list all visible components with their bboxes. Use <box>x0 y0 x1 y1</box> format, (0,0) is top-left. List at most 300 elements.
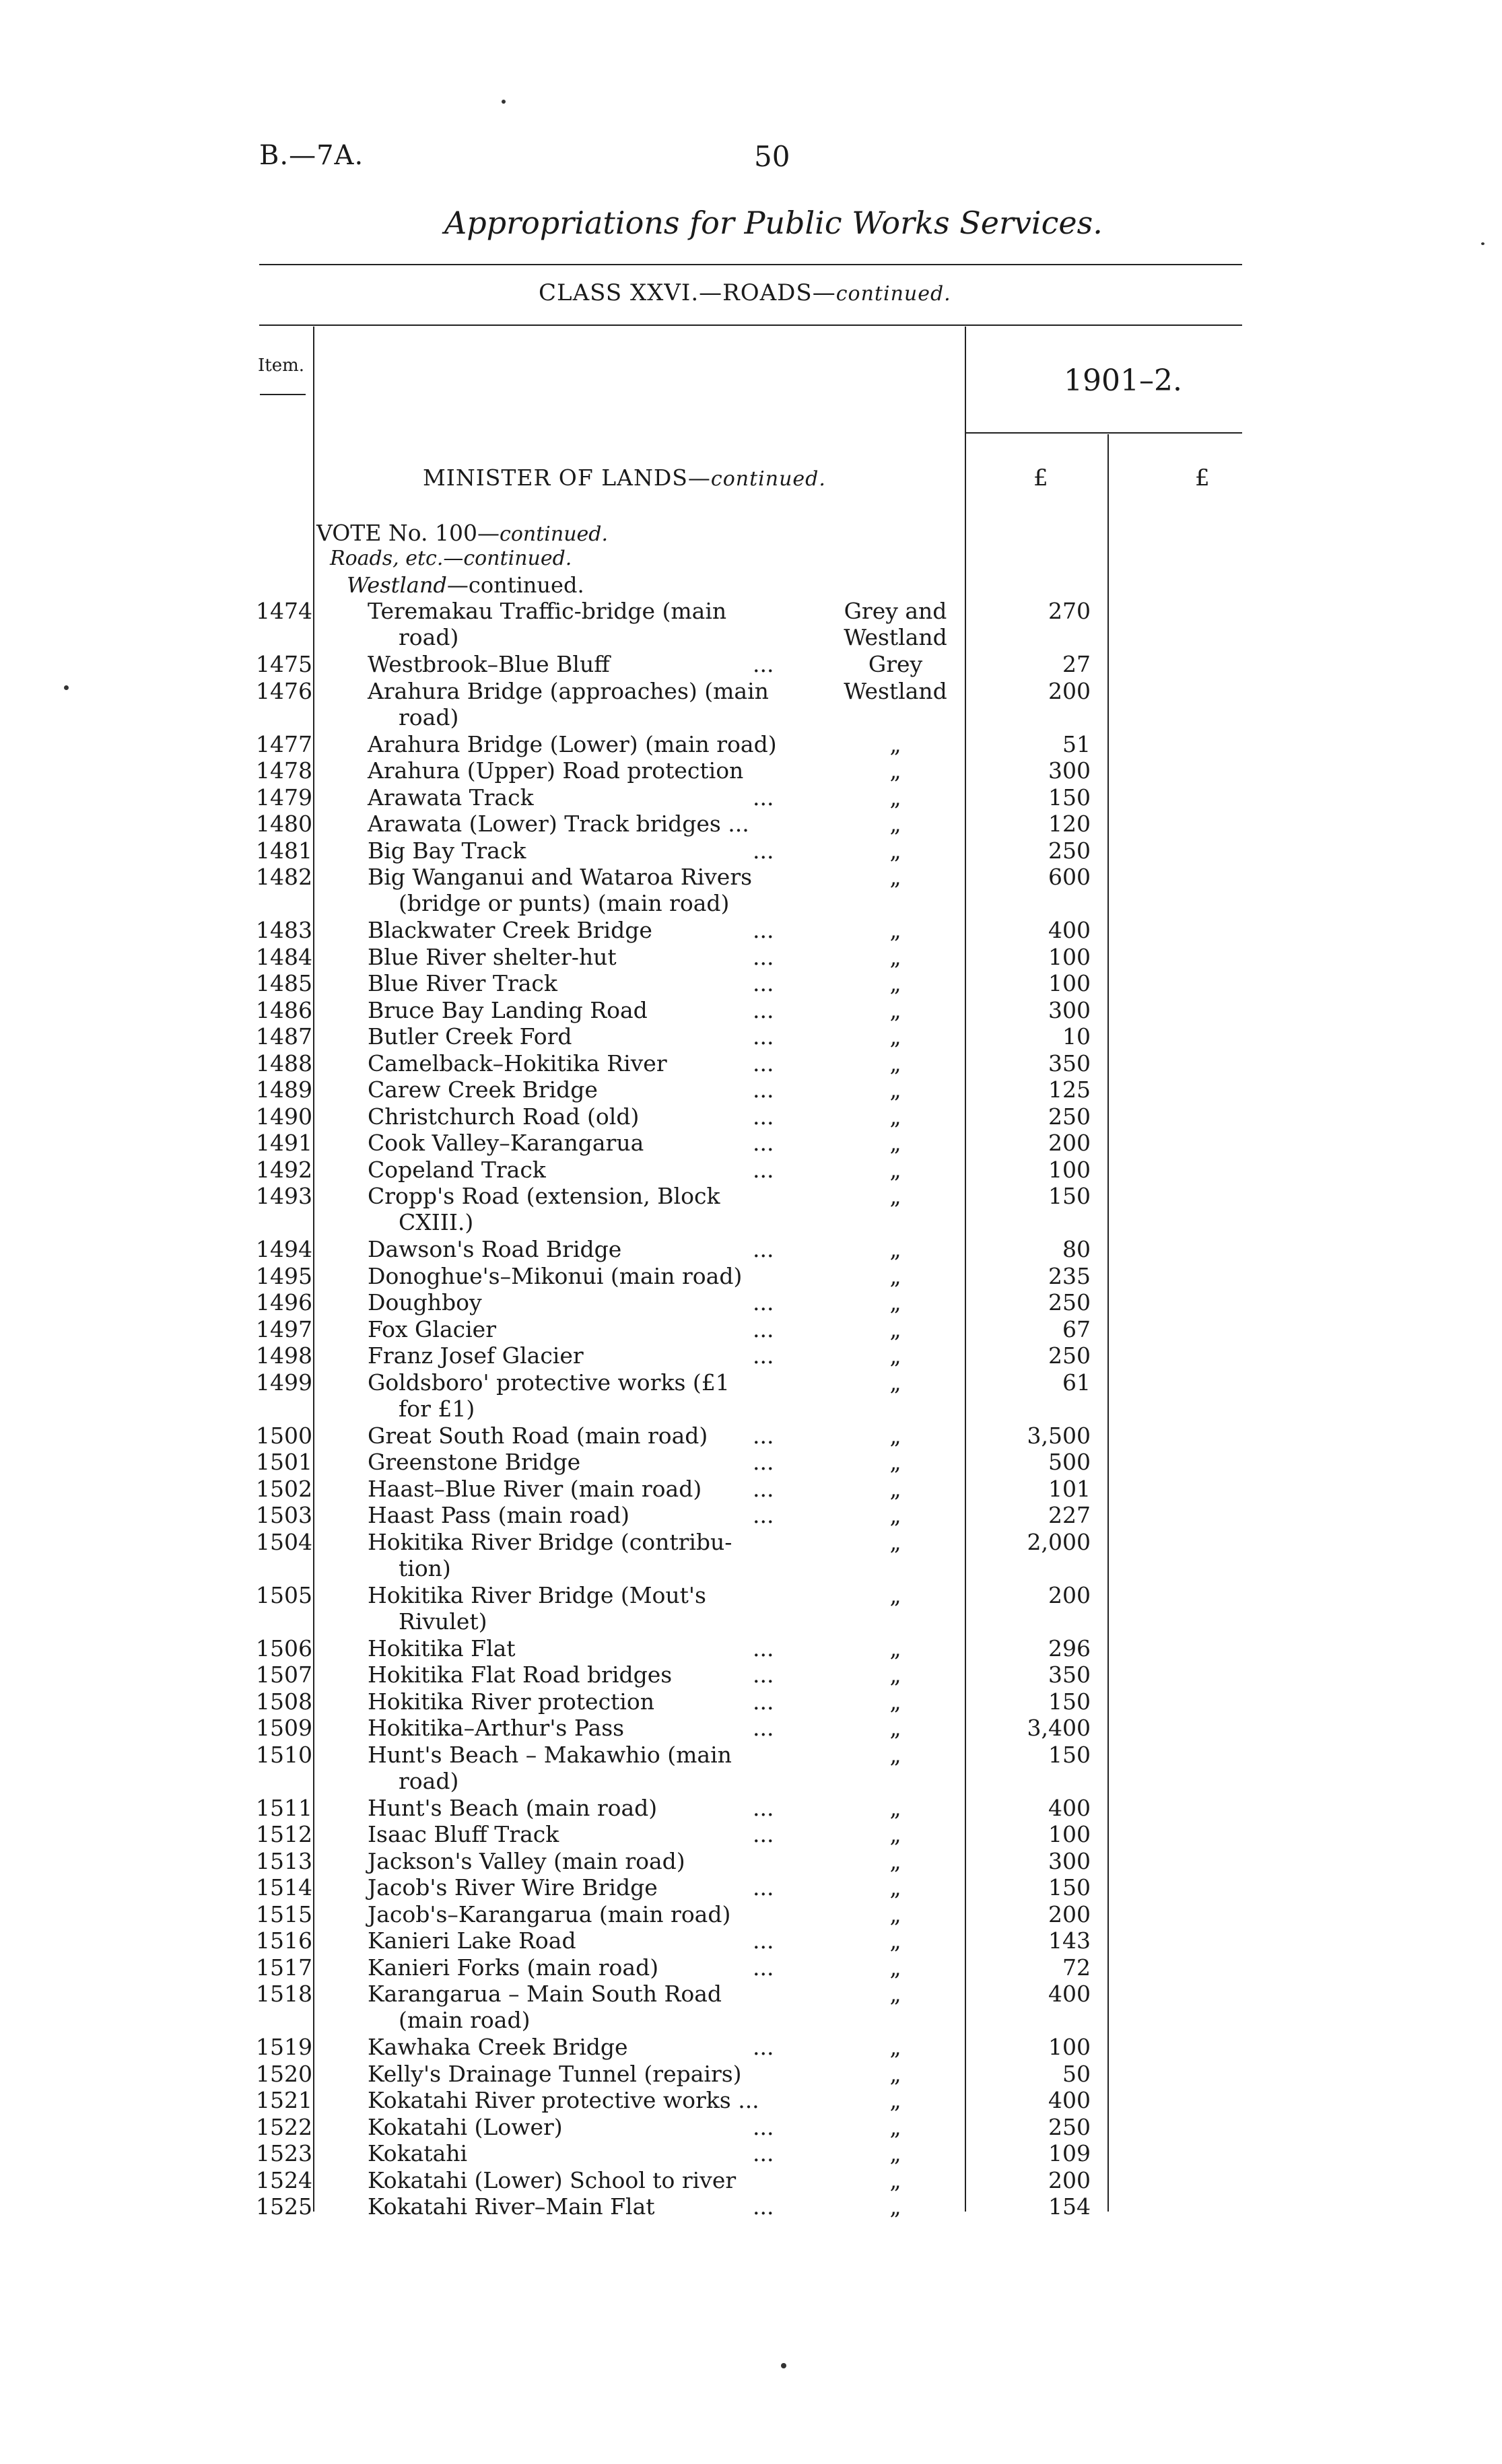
amount-value: 10 <box>1062 1023 1091 1050</box>
district-line: „ <box>889 2087 901 2113</box>
work-description <box>368 1529 780 1581</box>
district-line: „ <box>889 1023 901 1050</box>
amount-value: 3,400 <box>1027 1715 1091 1741</box>
item-number: 1502 <box>256 1475 312 1502</box>
item-number: 1488 <box>256 1050 312 1076</box>
item-number: 1496 <box>256 1289 312 1315</box>
pound-symbol-col1: £ <box>1033 465 1048 491</box>
work-description <box>368 784 780 811</box>
item-column-header: Item. <box>258 355 305 376</box>
district-line: „ <box>889 1103 901 1130</box>
district-line: „ <box>889 1262 901 1289</box>
electoral-district <box>835 1449 956 1475</box>
description-line: Cook Valley–Karangarua <box>368 1130 644 1156</box>
description-line: Hokitika Flat Road bridges <box>368 1662 673 1688</box>
item-number: 1493 <box>256 1183 312 1209</box>
electoral-district <box>835 2167 956 2193</box>
work-description <box>368 731 780 757</box>
district-line: „ <box>889 1342 901 1369</box>
amount-value: 67 <box>1062 1315 1091 1342</box>
district-line: „ <box>889 1927 901 1954</box>
item-number: 1519 <box>256 2034 312 2060</box>
amount-value: 400 <box>1048 1981 1091 2007</box>
description-line: Arawata (Lower) Track bridges ... <box>368 811 749 837</box>
description-line: Jackson's Valley (main road) <box>368 1847 685 1874</box>
amount-value: 27 <box>1062 651 1091 677</box>
amount-value: 150 <box>1048 1874 1091 1901</box>
work-description <box>368 1742 780 1794</box>
work-description <box>368 1821 780 1847</box>
district-line: „ <box>889 1821 901 1847</box>
electoral-district <box>835 651 956 677</box>
leader-dots: ... <box>753 784 774 811</box>
district-subheading: Westland—continued. <box>347 572 584 598</box>
leader-dots: ... <box>753 1794 774 1821</box>
item-number: 1499 <box>256 1369 312 1396</box>
amount-value: 250 <box>1048 1342 1091 1369</box>
amount-value: 50 <box>1062 2060 1091 2087</box>
amount-value: 100 <box>1048 2034 1091 2060</box>
work-description <box>368 1954 780 1981</box>
leader-dots: ... <box>753 1688 774 1715</box>
amount-value: 200 <box>1048 677 1091 704</box>
item-number: 1517 <box>256 1954 312 1981</box>
work-description <box>368 811 780 837</box>
work-description <box>368 1236 780 1262</box>
page-title: Appropriations for Public Works Services. <box>444 205 1103 241</box>
amount-value: 250 <box>1048 1103 1091 1130</box>
work-description <box>368 1688 780 1715</box>
amount-value: 2,000 <box>1027 1528 1091 1555</box>
work-description <box>368 1927 780 1954</box>
district-line: „ <box>889 837 901 864</box>
leader-dots: ... <box>753 996 774 1023</box>
work-description <box>368 1076 780 1103</box>
work-description <box>368 678 780 730</box>
page-number: 50 <box>754 140 790 173</box>
electoral-district <box>835 917 956 943</box>
district-line: „ <box>889 1050 901 1076</box>
item-number: 1504 <box>256 1528 312 1555</box>
item-number: 1479 <box>256 784 312 811</box>
description-line: Copeland Track <box>368 1156 546 1183</box>
district-line: „ <box>889 2060 901 2087</box>
scan-speck <box>502 100 506 104</box>
description-line: Camelback–Hokitika River <box>368 1050 667 1076</box>
electoral-district <box>835 1742 956 1768</box>
district-line: „ <box>889 2166 901 2193</box>
amount-value: 227 <box>1048 1502 1091 1528</box>
amount-value: 100 <box>1048 1821 1091 1847</box>
description-line: Dawson's Road Bridge <box>368 1236 622 1262</box>
amount-value: 150 <box>1048 1741 1091 1768</box>
description-line: Christchurch Road (old) <box>368 1103 640 1130</box>
district-line: „ <box>889 1156 901 1183</box>
amount-value: 250 <box>1048 837 1091 864</box>
description-continuation: CXIII.) <box>399 1209 474 1235</box>
work-description <box>368 1423 780 1449</box>
description-continuation: (bridge or punts) (main road) <box>399 890 730 916</box>
item-number: 1501 <box>256 1449 312 1475</box>
item-number: 1480 <box>256 811 312 837</box>
amount-value: 600 <box>1048 864 1091 890</box>
district-line: „ <box>889 1741 901 1768</box>
work-description <box>368 598 780 650</box>
electoral-district <box>835 970 956 996</box>
electoral-district <box>835 1289 956 1315</box>
work-description <box>368 1050 780 1076</box>
electoral-district <box>835 1635 956 1662</box>
item-number: 1483 <box>256 917 312 943</box>
description-line: Hunt's Beach (main road) <box>368 1794 658 1821</box>
work-description <box>368 1502 780 1528</box>
amount-value: 150 <box>1048 1688 1091 1715</box>
amount-value: 154 <box>1048 2193 1091 2220</box>
electoral-district <box>835 1103 956 1130</box>
amount-value: 100 <box>1048 943 1091 970</box>
amount-value: 143 <box>1048 1927 1091 1954</box>
district-line: „ <box>889 811 901 837</box>
district-line: „ <box>889 1901 901 1927</box>
work-description <box>368 1103 780 1130</box>
description-continuation: Rivulet) <box>399 1608 487 1635</box>
electoral-district <box>835 1821 956 1847</box>
item-number: 1518 <box>256 1981 312 2007</box>
description-line: Great South Road (main road) <box>368 1422 708 1449</box>
amount-value: 80 <box>1062 1236 1091 1262</box>
work-description <box>368 1023 780 1050</box>
item-number: 1476 <box>256 677 312 704</box>
leader-dots: ... <box>753 1023 774 1050</box>
leader-dots: ... <box>753 651 774 677</box>
work-description <box>368 2140 780 2166</box>
amount-value: 350 <box>1048 1662 1091 1688</box>
amount-value: 200 <box>1048 1901 1091 1927</box>
work-description <box>368 997 780 1023</box>
item-number: 1511 <box>256 1794 312 1821</box>
item-number: 1507 <box>256 1662 312 1688</box>
work-description <box>368 1662 780 1688</box>
district-line: „ <box>889 1688 901 1715</box>
electoral-district <box>835 1927 956 1954</box>
amount-value: 270 <box>1048 598 1091 624</box>
district-line: „ <box>889 943 901 970</box>
work-description <box>368 2034 780 2060</box>
item-number: 1498 <box>256 1342 312 1369</box>
description-line: Big Wanganui and Wataroa Rivers <box>368 864 753 890</box>
scan-speck <box>64 685 69 690</box>
amount-value: 150 <box>1048 784 1091 811</box>
amount-value: 400 <box>1048 917 1091 943</box>
electoral-district <box>835 1423 956 1449</box>
electoral-district <box>835 1476 956 1502</box>
work-description <box>368 1342 780 1369</box>
amount-value: 250 <box>1048 1289 1091 1315</box>
electoral-district <box>835 997 956 1023</box>
scan-speck <box>1481 242 1484 245</box>
item-number: 1487 <box>256 1023 312 1050</box>
description-line: Goldsboro' protective works (£1 <box>368 1369 730 1396</box>
leader-dots: ... <box>753 1289 774 1315</box>
description-line: Hokitika–Arthur's Pass <box>368 1715 625 1741</box>
district-line: „ <box>889 1422 901 1449</box>
item-number: 1474 <box>256 598 312 624</box>
item-number: 1500 <box>256 1422 312 1449</box>
work-description <box>368 1901 780 1927</box>
district-line: Grey <box>868 651 923 677</box>
description-line: Hokitika River Bridge (contribu- <box>368 1528 732 1555</box>
amount-value: 100 <box>1048 970 1091 996</box>
district-line: „ <box>889 1662 901 1688</box>
description-line: Kelly's Drainage Tunnel (repairs) <box>368 2060 742 2087</box>
district-line: „ <box>889 1981 901 2007</box>
electoral-district <box>835 2034 956 2060</box>
district-line: Grey and <box>844 598 947 624</box>
amount-value: 200 <box>1048 2166 1091 2193</box>
amount-value: 101 <box>1048 1475 1091 1502</box>
item-number: 1489 <box>256 1076 312 1103</box>
electoral-district <box>835 1715 956 1741</box>
leader-dots: ... <box>753 1715 774 1741</box>
item-number: 1505 <box>256 1581 312 1608</box>
district-line: „ <box>889 730 901 757</box>
item-number: 1525 <box>256 2193 312 2220</box>
work-description <box>368 864 780 916</box>
electoral-district <box>835 1848 956 1874</box>
item-number: 1510 <box>256 1741 312 1768</box>
amount-value: 235 <box>1048 1262 1091 1289</box>
electoral-district <box>835 1369 956 1396</box>
description-line: Haast Pass (main road) <box>368 1502 630 1528</box>
roads-subheading: Roads, etc.—continued. <box>330 547 572 570</box>
district-line: „ <box>889 2034 901 2060</box>
electoral-district <box>835 731 956 757</box>
amount-value: 51 <box>1062 730 1091 757</box>
description-line: Kokatahi (Lower) <box>368 2113 563 2140</box>
description-line: Kawhaka Creek Bridge <box>368 2034 628 2060</box>
district-line: „ <box>889 1954 901 1981</box>
leader-dots: ... <box>753 1103 774 1130</box>
year-subheader-rule <box>965 432 1242 434</box>
description-line: Greenstone Bridge <box>368 1449 581 1475</box>
amount-value: 72 <box>1062 1954 1091 1981</box>
work-description <box>368 1874 780 1901</box>
leader-dots: ... <box>753 1315 774 1342</box>
work-description <box>368 1157 780 1183</box>
item-number: 1513 <box>256 1847 312 1874</box>
electoral-district <box>835 864 956 890</box>
leader-dots: ... <box>753 917 774 943</box>
description-line: Kokatahi River protective works ... <box>368 2087 759 2113</box>
item-number: 1520 <box>256 2060 312 2087</box>
ministry-heading: MINISTER OF LANDS—continued. <box>423 465 826 491</box>
item-number: 1514 <box>256 1874 312 1901</box>
description-continuation: for £1) <box>399 1395 475 1422</box>
description-continuation: (main road) <box>399 2007 531 2033</box>
leader-dots: ... <box>753 1076 774 1103</box>
district-line: „ <box>889 1449 901 1475</box>
description-line: Teremakau Traffic-bridge (main <box>368 598 727 624</box>
description-line: Fox Glacier <box>368 1315 496 1342</box>
amount-value: 296 <box>1048 1635 1091 1662</box>
electoral-district <box>835 1981 956 2007</box>
work-description <box>368 2087 780 2113</box>
item-number: 1497 <box>256 1315 312 1342</box>
district-line: „ <box>889 2140 901 2166</box>
district-line: „ <box>889 1369 901 1396</box>
item-number: 1509 <box>256 1715 312 1741</box>
work-description <box>368 1130 780 1156</box>
work-description <box>368 651 780 677</box>
item-number: 1490 <box>256 1103 312 1130</box>
district-line: „ <box>889 1315 901 1342</box>
electoral-district <box>835 1688 956 1715</box>
electoral-district <box>835 837 956 864</box>
item-number: 1512 <box>256 1821 312 1847</box>
electoral-district <box>835 2193 956 2220</box>
item-header-underline <box>260 394 306 395</box>
leader-dots: ... <box>753 1449 774 1475</box>
electoral-district <box>835 1263 956 1289</box>
item-number: 1506 <box>256 1635 312 1662</box>
item-number: 1524 <box>256 2166 312 2193</box>
electoral-district <box>835 784 956 811</box>
electoral-district <box>835 1076 956 1103</box>
work-description <box>368 1289 780 1315</box>
description-line: Arahura (Upper) Road protection <box>368 757 744 784</box>
description-line: Kanieri Forks (main road) <box>368 1954 659 1981</box>
amount-value: 109 <box>1048 2140 1091 2166</box>
leader-dots: ... <box>753 2113 774 2140</box>
work-description <box>368 1183 780 1235</box>
electoral-district <box>835 1502 956 1528</box>
district-line: Westland <box>844 677 947 704</box>
work-description <box>368 2114 780 2140</box>
description-line: Kokatahi <box>368 2140 468 2166</box>
leader-dots: ... <box>753 1927 774 1954</box>
district-line: „ <box>889 1183 901 1209</box>
amount-value: 500 <box>1048 1449 1091 1475</box>
description-line: Cropp's Road (extension, Block <box>368 1183 720 1209</box>
item-number: 1477 <box>256 730 312 757</box>
year-column-rule <box>965 327 966 2212</box>
item-number: 1485 <box>256 970 312 996</box>
district-line: „ <box>889 1847 901 1874</box>
title-rule <box>259 264 1242 265</box>
district-line: „ <box>889 917 901 943</box>
amount-value: 300 <box>1048 757 1091 784</box>
work-description <box>368 2167 780 2193</box>
description-line: Kokatahi (Lower) School to river <box>368 2166 737 2193</box>
leader-dots: ... <box>753 2034 774 2060</box>
description-line: Isaac Bluff Track <box>368 1821 559 1847</box>
district-line: „ <box>889 970 901 996</box>
district-line: „ <box>889 2193 901 2220</box>
description-line: Big Bay Track <box>368 837 526 864</box>
electoral-district <box>835 1236 956 1262</box>
district-line: „ <box>889 1076 901 1103</box>
work-description <box>368 1263 780 1289</box>
item-number: 1475 <box>256 651 312 677</box>
district-line: „ <box>889 996 901 1023</box>
work-description <box>368 2193 780 2220</box>
amount-value: 125 <box>1048 1076 1091 1103</box>
work-description <box>368 1582 780 1635</box>
description-line: Doughboy <box>368 1289 482 1315</box>
electoral-district <box>835 1023 956 1050</box>
electoral-district <box>835 598 956 650</box>
item-number: 1495 <box>256 1262 312 1289</box>
leader-dots: ... <box>753 1422 774 1449</box>
work-description <box>368 837 780 864</box>
electoral-district <box>835 1662 956 1688</box>
work-description <box>368 757 780 784</box>
description-line: Arahura Bridge (approaches) (main <box>368 677 769 704</box>
amount-value: 61 <box>1062 1369 1091 1396</box>
work-description <box>368 1635 780 1662</box>
work-description <box>368 1715 780 1741</box>
description-line: Jacob's–Karangarua (main road) <box>368 1901 731 1927</box>
work-description <box>368 944 780 970</box>
electoral-district <box>835 1529 956 1555</box>
district-line: „ <box>889 1528 901 1555</box>
amount-value: 200 <box>1048 1581 1091 1608</box>
district-line: „ <box>889 1236 901 1262</box>
electoral-district <box>835 1342 956 1369</box>
electoral-district <box>835 1130 956 1156</box>
electoral-district <box>835 1582 956 1608</box>
district-line: „ <box>889 784 901 811</box>
amount-value: 3,500 <box>1027 1422 1091 1449</box>
electoral-district <box>835 1050 956 1076</box>
description-continuation: road) <box>399 1767 459 1794</box>
electoral-district <box>835 678 956 704</box>
leader-dots: ... <box>753 943 774 970</box>
leader-dots: ... <box>753 1050 774 1076</box>
description-line: Karangarua – Main South Road <box>368 1981 722 2007</box>
electoral-district <box>835 2061 956 2087</box>
item-number: 1508 <box>256 1688 312 1715</box>
description-line: Kokatahi River–Main Flat <box>368 2193 655 2220</box>
work-description <box>368 1981 780 2033</box>
leader-dots: ... <box>753 2193 774 2220</box>
item-number: 1486 <box>256 996 312 1023</box>
leader-dots: ... <box>753 1821 774 1847</box>
district-line: „ <box>889 1715 901 1741</box>
electoral-district <box>835 1795 956 1821</box>
document-reference: B.—7A. <box>259 140 364 171</box>
leader-dots: ... <box>753 2140 774 2166</box>
work-description <box>368 1316 780 1342</box>
work-description <box>368 1476 780 1502</box>
electoral-district <box>835 811 956 837</box>
electoral-district <box>835 1901 956 1927</box>
description-line: Kanieri Lake Road <box>368 1927 576 1954</box>
table-top-rule <box>259 324 1242 326</box>
work-description <box>368 917 780 943</box>
electoral-district <box>835 1316 956 1342</box>
district-line: „ <box>889 864 901 890</box>
item-number: 1516 <box>256 1927 312 1954</box>
electoral-district <box>835 1157 956 1183</box>
description-line: Hokitika River Bridge (Mout's <box>368 1581 706 1608</box>
description-continuation: tion) <box>399 1554 451 1581</box>
description-line: Haast–Blue River (main road) <box>368 1475 702 1502</box>
item-number: 1481 <box>256 837 312 864</box>
amount-value: 300 <box>1048 1847 1091 1874</box>
amount-value: 400 <box>1048 2087 1091 2113</box>
item-number: 1503 <box>256 1502 312 1528</box>
